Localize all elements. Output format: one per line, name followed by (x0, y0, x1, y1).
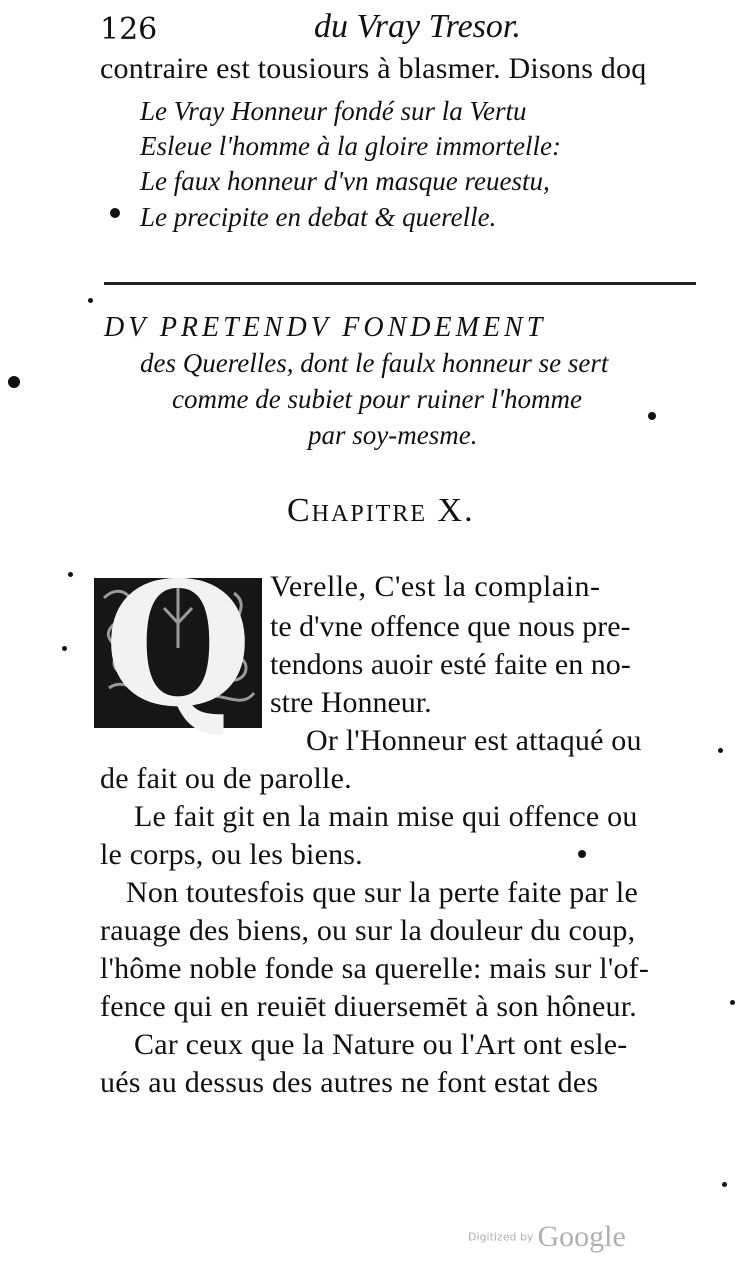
digitization-watermark (468, 1220, 626, 1254)
drop-cap-letter: Q (104, 545, 253, 745)
ink-speck (718, 748, 723, 753)
body-line: contraire est tousiours à blasmer. Disons doq (100, 52, 647, 85)
chapter-line: te d'vne offence que nous pre- (270, 610, 631, 643)
section-divider (104, 282, 696, 285)
chapter-line: Verelle, C'est la complain- (270, 570, 601, 603)
section-title-caps: DV PRETENDV FONDEMENT (104, 312, 547, 343)
section-title-line: par soy-mesme. (308, 420, 478, 450)
chapter-heading: Chapitre X. (287, 492, 475, 529)
verse-line: Le Vray Honneur fondé sur la Vertu (140, 96, 527, 126)
running-head: du Vray Tresor. (314, 8, 521, 45)
chapter-line: Le fait git en la main mise qui offence ou (134, 800, 638, 833)
ink-speck (68, 572, 73, 577)
section-title-line: des Querelles, dont le faulx honneur se sert (140, 348, 609, 378)
ink-speck (110, 208, 120, 218)
chapter-line: ués au dessus des autres ne font estat des (100, 1066, 599, 1099)
ink-speck (730, 1000, 735, 1005)
watermark-prefix: Digitized by (468, 1230, 534, 1244)
verse-line: Esleue l'homme à la gloire immortelle: (140, 131, 561, 161)
chapter-line: fence qui en reuiēt diuersemēt à son hôneur. (100, 990, 637, 1023)
ink-speck (8, 376, 20, 388)
chapter-line: l'hôme noble fonde sa querelle: mais sur l'of- (100, 952, 650, 985)
verse-line: Le faux honneur d'vn masque reuestu, (140, 166, 550, 196)
chapter-line: le corps, ou les biens. (100, 838, 363, 871)
chapter-line: Non toutesfois que sur la perte faite par le (126, 876, 638, 909)
ink-speck (578, 850, 586, 858)
ink-speck (722, 1182, 727, 1187)
verse-line: Le precipite en debat & querelle. (140, 202, 497, 232)
page-number: 126 (100, 12, 158, 47)
ink-speck (88, 298, 93, 303)
chapter-line: stre Honneur. (270, 686, 432, 719)
chapter-line: rauage des biens, ou sur la douleur du coup, (100, 914, 636, 947)
ink-speck (648, 412, 656, 420)
ink-speck (62, 646, 67, 651)
chapter-line: de fait ou de parolle. (100, 762, 352, 795)
section-title-line: comme de subiet pour ruiner l'homme (172, 384, 582, 414)
chapter-line: Car ceux que la Nature ou l'Art ont esle- (134, 1028, 628, 1061)
chapter-line: tendons auoir esté faite en no- (270, 648, 631, 681)
watermark-brand: Google (537, 1220, 626, 1253)
chapter-line: Or l'Honneur est attaqué ou (306, 724, 642, 757)
